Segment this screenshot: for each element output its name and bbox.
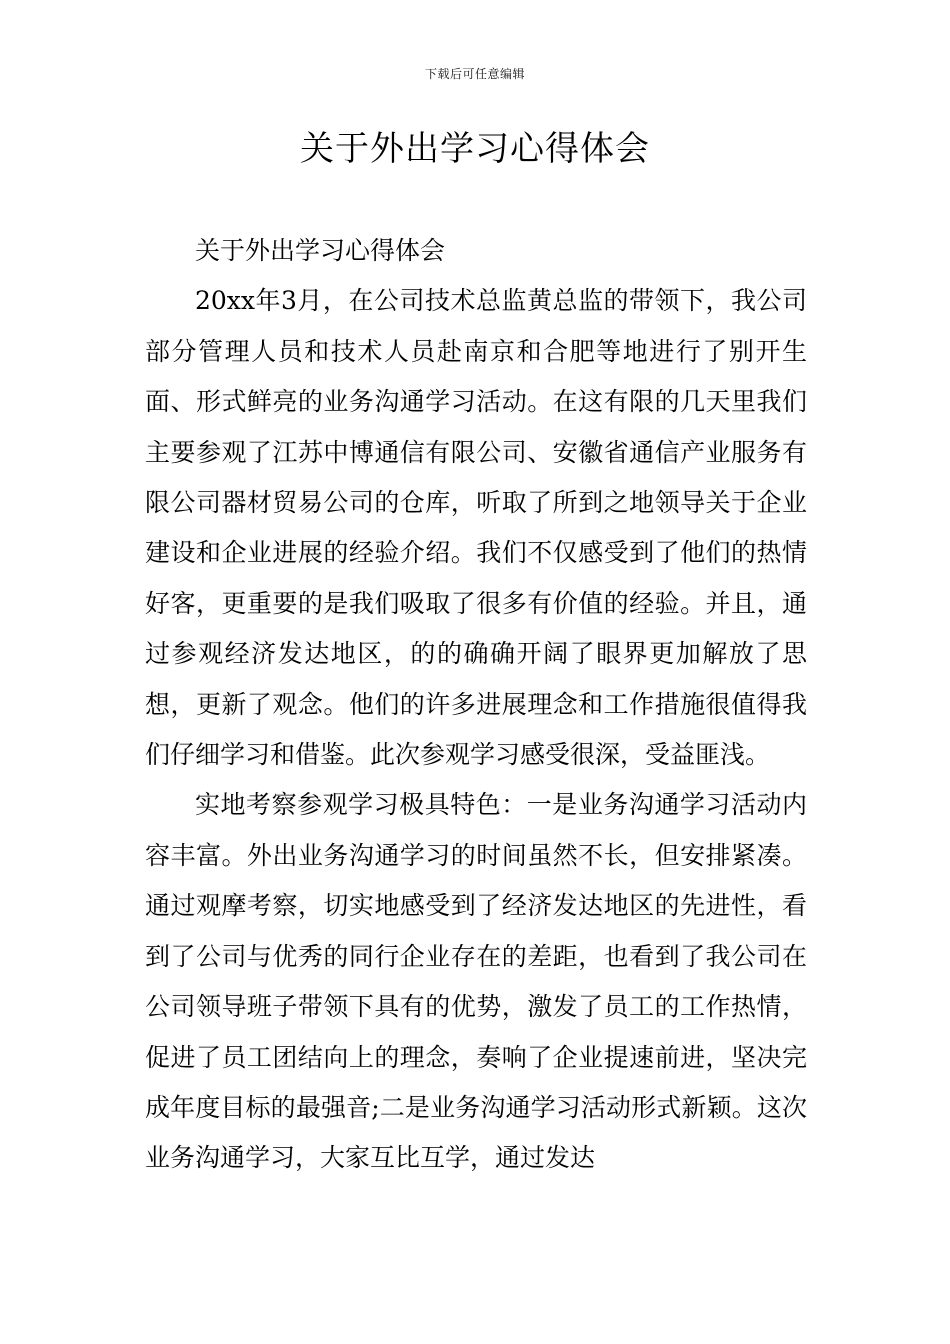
body-paragraph-subtitle: 关于外出学习心得体会 xyxy=(195,236,446,265)
body-paragraph: 20xx年3月，在公司技术总监黄总监的带领下，我公司部分管理人员和技术人员赴南京和合肥等地进行了别开生面、形式鲜亮的业务沟通学习活动。在这有限的几天里我们主要参观了江苏中博通信有限公司、安徽省通信产业服务有限公司器材贸易公司的仓库，听取了所到之地领导关于企业建设和企业进展的经验介绍。我们不仅感受到了他们的热情好客，更重要的是我们吸取了很多有价值的经验。并且，通过参观经济发达地区，的的确确开阔了眼界更加解放了思想，更新了观念。他们的许多进展理念和工作措施很值得我们仔细学习和借鉴。此次参观学习感受很深，受益匪浅。 xyxy=(145,286,807,770)
document-body xyxy=(145,226,807,1184)
body-paragraph: 实地考察参观学习极具特色：一是业务沟通学习活动内容丰富。外出业务沟通学习的时间虽然不长，但安排紧凑。通过观摩考察，切实地感受到了经济发达地区的先进性，看到了公司与优秀的同行企业存在的差距，也看到了我公司在公司领导班子带领下具有的优势，激发了员工的工作热情，促进了员工团结向上的理念，奏响了企业提速前进，坚决完成年度目标的最强音;二是业务沟通学习活动形式新颖。这次业务沟通学习，大家互比互学，通过发达 xyxy=(145,790,807,1173)
document-title: 关于外出学习心得体会 xyxy=(300,129,650,169)
header-note: 下载后可任意编辑 xyxy=(424,67,525,81)
